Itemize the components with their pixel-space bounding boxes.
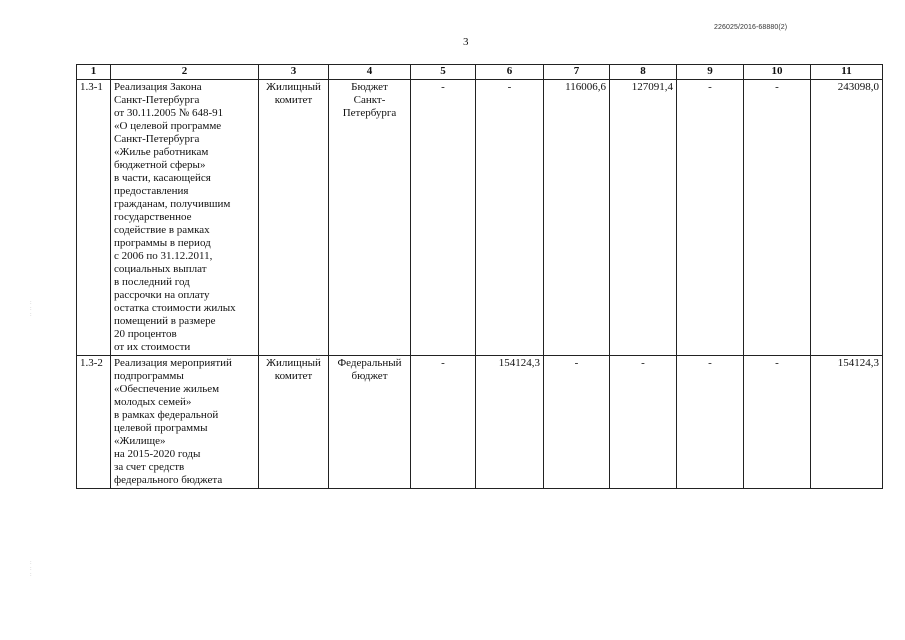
value-col-7: - [544,356,610,489]
measure-name-line: целевой программы [114,422,208,434]
funding-source [329,80,411,356]
row-number: 1.3-1 [77,80,111,356]
table-row [77,356,883,489]
measure-name-line: социальных выплат [114,263,207,275]
measure-name-line: «Жилище» [114,435,166,447]
measure-name [111,80,259,356]
measure-name-line: остатка стоимости жилых [114,302,236,314]
value-col-7: 116006,6 [544,80,610,356]
measure-name-line: бюджетной сферы» [114,159,206,171]
budget-table [76,64,883,489]
measure-name-line: предоставления [114,185,189,197]
row-number: 1.3-2 [77,356,111,489]
executor-line: Жилищный [266,357,321,369]
measure-name-line: федерального бюджета [114,474,223,486]
funding-source-line: Бюджет [351,81,388,93]
value-col-8: 127091,4 [610,80,677,356]
measure-name-line: помещений в размере [114,315,216,327]
value-col-5: - [411,356,476,489]
column-header: 10 [744,65,811,80]
column-header: 11 [811,65,883,80]
measure-name-line: программы в период [114,237,211,249]
funding-source-line: Федеральный [337,357,402,369]
executor-line: комитет [274,370,313,382]
measure-name-line: Реализация мероприятий [114,357,232,369]
value-col-10: - [744,80,811,356]
column-header: 5 [411,65,476,80]
measure-name-line: от их стоимости [114,341,191,353]
measure-name-line: Реализация Закона [114,81,202,93]
measure-name-line: Санкт-Петербурга [114,94,200,106]
measure-name-line: «О целевой программе [114,120,222,132]
measure-name-line: в рамках федеральной [114,409,219,421]
measure-name-line: содействие в рамках [114,224,210,236]
value-col-5: - [411,80,476,356]
funding-source-line: Петербурга [342,107,397,119]
column-header: 4 [329,65,411,80]
measure-name-line: в части, касающейся [114,172,211,184]
measure-name-line: на 2015-2020 годы [114,448,201,460]
column-header: 3 [259,65,329,80]
value-col-10: - [744,356,811,489]
page-number: 3 [463,36,469,48]
measure-name-line: государственное [114,211,192,223]
funding-source-line: Санкт- [353,94,386,106]
column-header: 8 [610,65,677,80]
executor [259,80,329,356]
executor [259,356,329,489]
value-col-9: - [677,356,744,489]
column-header: 1 [77,65,111,80]
measure-name-line: «Обеспечение жильем [114,383,220,395]
column-header: 2 [111,65,259,80]
measure-name-line: за счет средств [114,461,185,473]
measure-name-line: с 2006 по 31.12.2011, [114,250,213,262]
value-col-8: - [610,356,677,489]
measure-name-line: молодых семей» [114,396,192,408]
measure-name-line: от 30.11.2005 № 648-91 [114,107,224,119]
column-header: 9 [677,65,744,80]
measure-name-line: подпрограммы [114,370,184,382]
measure-name-line: 20 процентов [114,328,177,340]
measure-name [111,356,259,489]
executor-line: Жилищный [266,81,321,93]
column-number-row [77,65,883,80]
value-col-6: - [476,80,544,356]
measure-name-line: «Жилье работникам [114,146,209,158]
measure-name-line: рассрочки на оплату [114,289,210,301]
scan-artifact: : : : [30,560,32,578]
column-header: 7 [544,65,610,80]
measure-name-line: Санкт-Петербурга [114,133,200,145]
table-row [77,80,883,356]
funding-source [329,356,411,489]
value-col-6: 154124,3 [476,356,544,489]
column-header: 6 [476,65,544,80]
value-col-9: - [677,80,744,356]
scan-artifact: : : : [30,300,32,318]
value-total: 154124,3 [811,356,883,489]
executor-line: комитет [274,94,313,106]
measure-name-line: гражданам, получившим [114,198,231,210]
funding-source-line: бюджет [351,370,388,382]
measure-name-line: в последний год [114,276,190,288]
document-id: 226025/2016-68880(2) [714,24,788,31]
value-total: 243098,0 [811,80,883,356]
